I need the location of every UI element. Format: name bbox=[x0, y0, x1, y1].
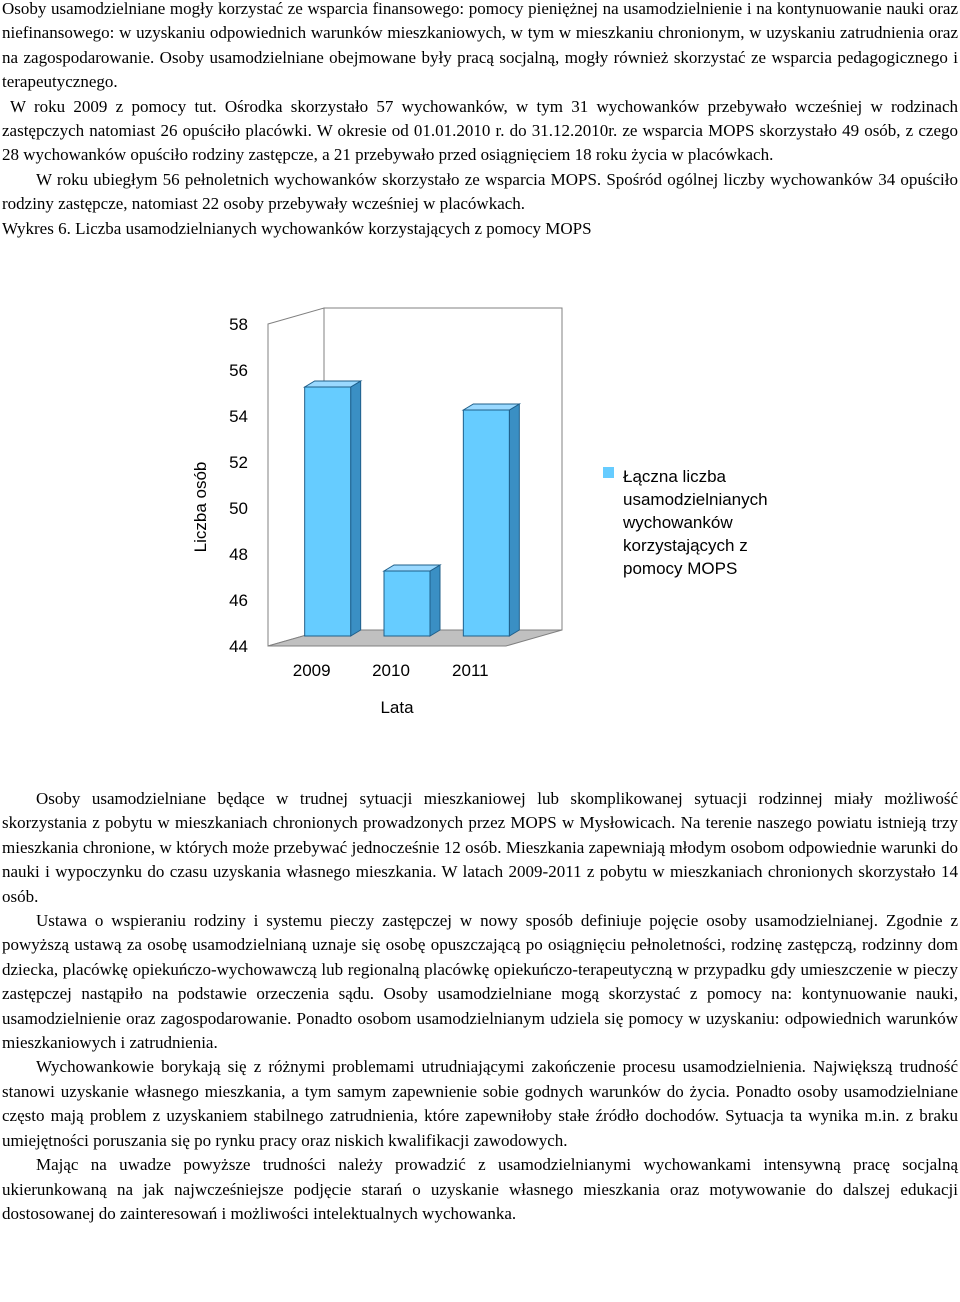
bar bbox=[463, 404, 519, 636]
paragraph: Ustawa o wspieraniu rodziny i systemu pieczy zastępczej w nowy sposób definiuje pojęcie osoby usamodzielnianej. Zgodnie z powyższą ustawą za osobę usamodzielnianą uznaje się osobę opuszczającą po osiągnięciu pełnoletności, rodzinę zastępczą, rodzinny dom dziecka, placówkę opiekuńczo-wychowawczą lub regionalną placówkę opiekuńczo-terapeutyczną w przypadku gdy umieszczenie w pieczy zastępczej nastąpiło na podstawie orzeczenia sądu. Osoby usamodzielniane mogą skorzystać z pomocy na: kontynuowanie nauki, usamodzielnienie oraz zagospodarowanie. Ponadto osobom usamodzielnianym udziela się pomocy w uzyskaniu: odpowiednich warunków mieszkaniowych i zatrudnienia. bbox=[2, 911, 958, 1053]
bar-side bbox=[430, 565, 440, 636]
y-tick-label: 46 bbox=[229, 591, 248, 610]
paragraph: W roku ubiegłym 56 pełnoletnich wychowanków skorzystało ze wsparcia MOPS. Spośród ogólnej liczby wychowanków 34 opuściło rodziny zastępcze, natomiast 22 osoby przebywały wcześniej w placówkach. bbox=[2, 169, 958, 214]
x-tick-label: 2010 bbox=[372, 661, 410, 680]
paragraph: Osoby usamodzielniane mogły korzystać ze wsparcia finansowego: pomocy pieniężnej na usamodzielnienie i na kontynuowanie nauki oraz niefinansowego: w uzyskaniu odpowiednich warunków mieszkaniowych, w tym w mieszkaniu chronionym, w uzyskaniu zatrudnienia oraz na zagospodarowanie. Osoby usamodzielniane obejmowane były pracą socjalną, mogły również skorzystać ze wsparcia pedagogicznego i terapeutycznego. bbox=[2, 0, 958, 92]
y-tick-label: 58 bbox=[229, 315, 248, 334]
y-tick-label: 56 bbox=[229, 361, 248, 380]
legend-label-line: wychowanków bbox=[623, 513, 733, 532]
bar-front bbox=[305, 387, 351, 636]
y-tick-label: 44 bbox=[229, 637, 248, 656]
bar-front bbox=[384, 571, 430, 636]
bar bbox=[305, 381, 361, 636]
bar-top bbox=[384, 565, 440, 571]
chart-svg bbox=[0, 300, 960, 740]
y-tick-label: 52 bbox=[229, 453, 248, 472]
legend-label-line: usamodzielnianych bbox=[623, 490, 768, 509]
bar-top bbox=[305, 381, 361, 387]
legend bbox=[603, 467, 768, 578]
bar-chart bbox=[0, 300, 960, 740]
y-tick-label: 54 bbox=[229, 407, 248, 426]
top-text-section bbox=[2, 0, 958, 241]
bar bbox=[384, 565, 440, 636]
bar-front bbox=[463, 410, 509, 636]
bar-side bbox=[351, 381, 361, 636]
bar-top bbox=[463, 404, 519, 410]
x-tick-label: 2011 bbox=[452, 661, 489, 680]
y-axis-label: Liczba osób bbox=[191, 461, 210, 553]
y-tick-label: 50 bbox=[229, 499, 248, 518]
bar-side bbox=[509, 404, 519, 636]
figure-caption: Wykres 6. Liczba usamodzielnianych wychowanków korzystających z pomocy MOPS bbox=[2, 218, 592, 238]
paragraph: W roku 2009 z pomocy tut. Ośrodka skorzystało 57 wychowanków, w tym 31 wychowanków przebywało wcześniej w rodzinach zastępczych natomiast 26 opuściło placówki. W okresie od 01.01.2010 r. do 31.12.2010r. ze wsparcia MOPS skorzystało 49 osób, z czego 28 wychowanków opuściło rodziny zastępcze, a 21 przebywało przed osiągnięciem 18 roku życia w placówkach. bbox=[2, 96, 958, 165]
legend-swatch bbox=[603, 467, 614, 478]
legend-label-line: korzystających z bbox=[623, 536, 748, 555]
x-axis-label: Lata bbox=[380, 698, 414, 717]
legend-label-line: Łączna liczba bbox=[623, 467, 727, 486]
paragraph: Wychowankowie borykają się z różnymi problemami utrudniającymi zakończenie procesu usamodzielnienia. Największą trudność stanowi uzyskanie własnego mieszkania, a tym samym zapewnienie sobie godnych warunków do życia. Ponadto osoby usamodzielniane często mają problem z uzyskaniem stabilnego zatrudnienia, które zapewniłoby stałe źródło dochodów. Sytuacja ta wynika m.in. z braku umiejętności poruszania się po rynku pracy oraz niskich kwalifikacji zawodowych. bbox=[2, 1057, 958, 1150]
paragraph: Mając na uwadze powyższe trudności należy prowadzić z usamodzielnianymi wychowankami intensywną pracę socjalną ukierunkowaną na jak najwcześniejsze podjęcie starań o uzyskanie własnego mieszkania oraz motywowanie do dalszej edukacji dostosowanej do zainteresowań i możliwości intelektualnych wychowanka. bbox=[2, 1155, 958, 1223]
bottom-text-section bbox=[2, 787, 958, 1226]
legend-label-line: pomocy MOPS bbox=[623, 559, 738, 578]
paragraph: Osoby usamodzielniane będące w trudnej sytuacji mieszkaniowej lub skomplikowanej sytuacji rodzinnej miały możliwość skorzystania z pobytu w mieszkaniach chronionych prowadzonych przez MOPS w Mysłowicach. Na terenie naszego powiatu istnieją trzy mieszkania chronione, w których może przebywać jednocześnie 12 osób. Mieszkania zapewniają młodym osobom odpowiednie warunki do nauki i wypoczynku do czasu uzyskania własnego mieszkania. W latach 2009-2011 z pobytu w mieszkaniach chronionych skorzystało 14 osób. bbox=[2, 789, 958, 906]
y-tick-label: 48 bbox=[229, 545, 248, 564]
x-tick-label: 2009 bbox=[292, 661, 331, 680]
